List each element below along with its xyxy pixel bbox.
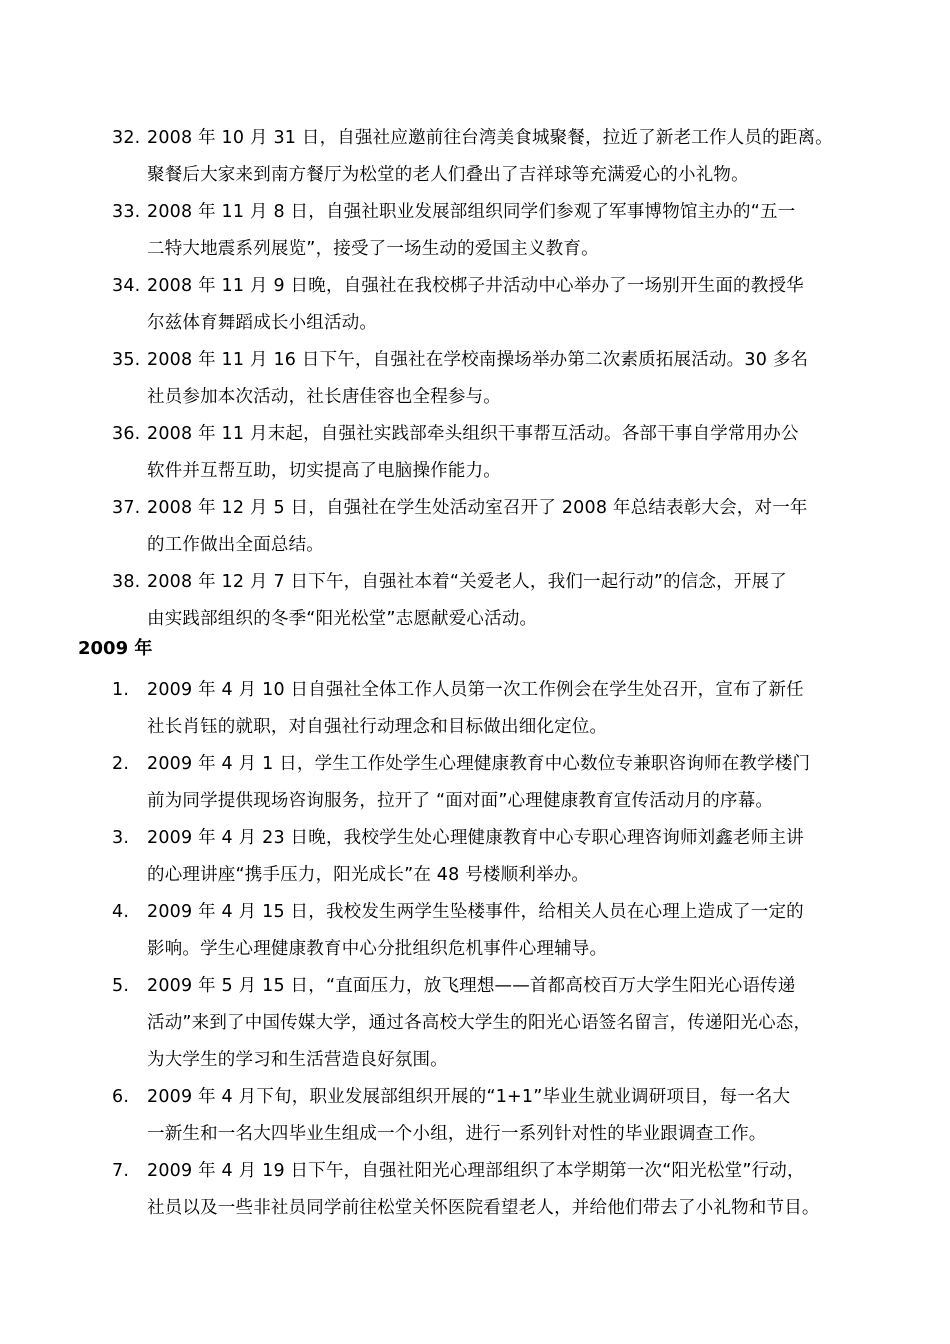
item-text-line: 由实践部组织的冬季“阳光松堂”志愿献爱心活动。	[147, 609, 538, 629]
item-text-line: 尔兹体育舞蹈成长小组活动。	[147, 313, 378, 333]
item-text-line: 前为同学提供现场咨询服务，拉开了 “面对面”心理健康教育宣传活动月的序幕。	[147, 791, 774, 811]
list-item	[0, 746, 869, 820]
item-text-line: 的工作做出全面总结。	[147, 535, 324, 555]
list-item	[0, 120, 869, 194]
events-list-2008	[0, 120, 950, 638]
events-list-2009	[0, 672, 950, 1227]
list-item	[0, 894, 869, 968]
item-text-line: 活动”来到了中国传媒大学，通过各高校大学生的阳光心语签名留言，传递阳光心态，	[147, 1013, 812, 1033]
item-text-line: 社长肖钰的就职，对自强社行动理念和目标做出细化定位。	[147, 717, 608, 737]
item-text-line: 2009 年 5 月 15 日，“直面压力，放飞理想——首都高校百万大学生阳光心语传递	[147, 976, 796, 996]
item-text-line: 2009 年 4 月 10 日自强社全体工作人员第一次工作例会在学生处召开，宣布了新任	[147, 680, 804, 700]
item-text-line: 二特大地震系列展览”，接受了一场生动的爱国主义教育。	[147, 239, 599, 259]
item-number: 36.	[112, 424, 141, 444]
item-text-line: 社员参加本次活动，社长唐佳容也全程参与。	[147, 387, 501, 407]
list-item	[0, 416, 869, 490]
item-text-line: 软件并互帮互助，切实提高了电脑操作能力。	[147, 461, 501, 481]
item-number: 5.	[112, 976, 130, 996]
list-item	[0, 490, 869, 564]
list-item	[0, 342, 869, 416]
item-text-line: 2009 年 4 月 23 日晚，我校学生处心理健康教育中心专职心理咨询师刘鑫老师主讲	[147, 828, 804, 848]
item-text-line: 2008 年 12 月 7 日下午，自强社本着“关爱老人，我们一起行动”的信念，开展了	[147, 572, 787, 592]
list-item	[0, 1153, 869, 1227]
item-number: 32.	[112, 128, 141, 148]
item-text-line: 2009 年 4 月 19 日下午，自强社阳光心理部组织了本学期第一次“阳光松堂”行动，	[147, 1161, 805, 1181]
item-text-line: 影响。学生心理健康教育中心分批组织危机事件心理辅导。	[147, 939, 608, 959]
item-number: 3.	[112, 828, 130, 848]
item-number: 38.	[112, 572, 141, 592]
list-item	[0, 672, 869, 746]
item-text-line: 为大学生的学习和生活营造良好氛围。	[147, 1050, 448, 1070]
list-item	[0, 268, 869, 342]
item-number: 4.	[112, 902, 130, 922]
list-item	[0, 564, 869, 638]
item-text-line: 2009 年 4 月下旬，职业发展部组织开展的“1+1”毕业生就业调研项目，每一名大	[147, 1087, 791, 1107]
item-text-line: 2008 年 10 月 31 日，自强社应邀前往台湾美食城聚餐，拉近了新老工作人员的距离。	[147, 128, 833, 148]
list-item	[0, 968, 869, 1079]
list-item	[0, 820, 869, 894]
list-item	[0, 194, 869, 268]
item-text-line: 的心理讲座“携手压力，阳光成长”在 48 号楼顺利举办。	[147, 865, 590, 885]
item-number: 33.	[112, 202, 141, 222]
item-text-line: 一新生和一名大四毕业生组成一个小组，进行一系列针对性的毕业跟调查工作。	[147, 1124, 767, 1144]
item-text-line: 2008 年 12 月 5 日，自强社在学生处活动室召开了 2008 年总结表彰大会，对一年	[147, 498, 808, 518]
item-number: 1.	[112, 680, 130, 700]
item-number: 6.	[112, 1087, 130, 1107]
item-number: 37.	[112, 498, 141, 518]
item-text-line: 2008 年 11 月 16 日下午，自强社在学校南操场举办第二次素质拓展活动。30 多名	[147, 350, 809, 370]
item-text-line: 2009 年 4 月 15 日，我校发生两学生坠楼事件，给相关人员在心理上造成了一定的	[147, 902, 804, 922]
item-text-line: 2009 年 4 月 1 日，学生工作处学生心理健康教育中心数位专兼职咨询师在教学楼门	[147, 754, 811, 774]
year-heading: 2009 年	[78, 638, 153, 659]
item-number: 2.	[112, 754, 130, 774]
item-number: 7.	[112, 1161, 130, 1181]
item-text-line: 社员以及一些非社员同学前往松堂关怀医院看望老人，并给他们带去了小礼物和节目。	[147, 1198, 820, 1218]
item-text-line: 2008 年 11 月 8 日，自强社职业发展部组织同学们参观了军事博物馆主办的“五一	[147, 202, 796, 222]
item-text-line: 2008 年 11 月末起，自强社实践部牵头组织干事帮互活动。各部干事自学常用办公	[147, 424, 799, 444]
item-number: 35.	[112, 350, 141, 370]
item-number: 34.	[112, 276, 141, 296]
item-text-line: 2008 年 11 月 9 日晚，自强社在我校梆子井活动中心举办了一场别开生面的教授华	[147, 276, 804, 296]
item-text-line: 聚餐后大家来到南方餐厅为松堂的老人们叠出了吉祥球等充满爱心的小礼物。	[147, 165, 749, 185]
list-item	[0, 1079, 869, 1153]
